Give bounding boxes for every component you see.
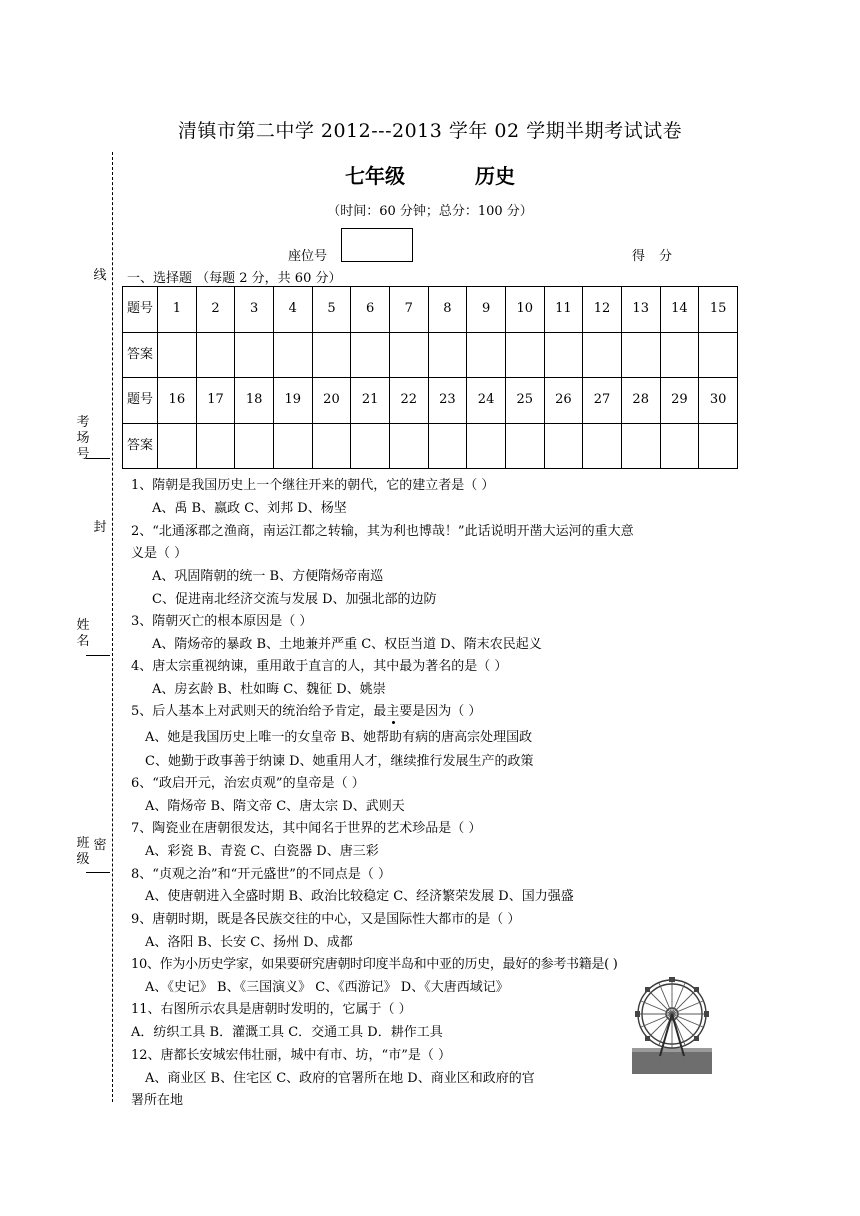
question-2-options-1: A、巩固隋朝的统一 B、方便隋炀帝南巡 <box>152 569 384 584</box>
answer-cell[interactable] <box>389 423 428 469</box>
name-label: 姓名 <box>76 618 90 649</box>
subject-label: 历史 <box>475 164 515 188</box>
question-number: 10 <box>505 287 544 333</box>
answer-cell[interactable] <box>505 332 544 378</box>
class-label: 班级 <box>76 836 90 867</box>
question-number: 22 <box>389 378 428 424</box>
answer-cell[interactable] <box>158 423 197 469</box>
answer-cell[interactable] <box>273 423 312 469</box>
margin-seal-char: 封 <box>93 520 107 535</box>
answer-cell[interactable] <box>235 332 274 378</box>
question-7: 7、陶瓷业在唐朝很发达，其中闻名于世界的艺术珍品是（ ） <box>131 821 482 836</box>
question-number: 5 <box>312 287 351 333</box>
question-10-options: A、《史记》 B、《三国演义》 C、《西游记》 D、《大唐西域记》 <box>145 980 509 995</box>
answer-cell[interactable] <box>428 332 467 378</box>
table-row <box>123 287 738 333</box>
answer-cell[interactable] <box>699 332 738 378</box>
answer-cell[interactable] <box>467 332 506 378</box>
margin-line-char: 线 <box>93 268 107 283</box>
question-2-cont: 义是（ ） <box>131 546 188 561</box>
question-11-options: A．纺织工具 B．灌溉工具 C．交通工具 D．耕作工具 <box>131 1025 443 1040</box>
answer-cell[interactable] <box>660 332 699 378</box>
question-number: 25 <box>505 378 544 424</box>
question-number: 26 <box>544 378 583 424</box>
question-number: 30 <box>699 378 738 424</box>
answer-header: 答案 <box>123 332 158 378</box>
question-number: 6 <box>351 287 390 333</box>
question-6-options: A、隋炀帝 B、隋文帝 C、唐太宗 D、武则天 <box>145 799 405 814</box>
question-1: 1、隋朝是我国历史上一个继往开来的朝代，它的建立者是（ ） <box>131 478 495 493</box>
question-number: 14 <box>660 287 699 333</box>
question-10: 10、作为小历史学家，如果要研究唐朝时印度半岛和中亚的历史，最好的参考书籍是( ) <box>131 957 618 972</box>
question-3-options: A、隋炀帝的暴政 B、土地兼并严重 C、权臣当道 D、隋末农民起义 <box>152 637 542 652</box>
question-number: 3 <box>235 287 274 333</box>
grade-subject <box>0 160 860 189</box>
answer-cell[interactable] <box>312 423 351 469</box>
question-number: 12 <box>583 287 622 333</box>
question-11: 11、右图所示农具是唐朝时发明的，它属于（ ） <box>131 1002 412 1017</box>
question-5-options-2: C、她勤于政事善于纳谏 D、她重用人才，继续推行发展生产的政策 <box>145 754 534 769</box>
question-1-options: A、禹 B、嬴政 C、刘邦 D、杨坚 <box>152 501 347 516</box>
question-number: 13 <box>621 287 660 333</box>
question-number: 8 <box>428 287 467 333</box>
seat-number-box[interactable] <box>341 228 413 262</box>
question-12-options: A、商业区 B、住宅区 C、政府的官署所在地 D、商业区和政府的官 <box>145 1071 535 1086</box>
question-number: 9 <box>467 287 506 333</box>
question-2: 2、“北通涿郡之渔商，南运江都之转输，其为利也博哉！”此话说明开凿大运河的重大意 <box>131 524 634 539</box>
answer-cell[interactable] <box>544 423 583 469</box>
num-header: 题号 <box>123 287 158 333</box>
binding-dashed-line <box>112 152 113 1102</box>
question-3: 3、隋朝灭亡的根本原因是（ ） <box>131 614 313 629</box>
answer-cell[interactable] <box>621 423 660 469</box>
question-number: 17 <box>196 378 235 424</box>
num-header: 题号 <box>123 378 158 424</box>
table-row <box>123 423 738 469</box>
answer-header: 答案 <box>123 423 158 469</box>
answer-cell[interactable] <box>235 423 274 469</box>
waterwheel-icon <box>632 976 712 1074</box>
question-12: 12、唐都长安城宏伟壮丽，城中有市、坊，“市”是（ ） <box>131 1048 451 1063</box>
question-number: 21 <box>351 378 390 424</box>
answer-cell[interactable] <box>312 332 351 378</box>
grade-label: 七年级 <box>345 164 405 188</box>
question-number: 19 <box>273 378 312 424</box>
question-number: 7 <box>389 287 428 333</box>
question-8: 8、“贞观之治”和“开元盛世”的不同点是（ ） <box>131 867 391 882</box>
question-6: 6、“政启开元，治宏贞观”的皇帝是（ ） <box>131 776 365 791</box>
answer-cell[interactable] <box>583 332 622 378</box>
question-4: 4、唐太宗重视纳谏，重用敢于直言的人，其中最为著名的是（ ） <box>131 659 508 674</box>
answer-cell[interactable] <box>389 332 428 378</box>
question-number: 27 <box>583 378 622 424</box>
question-5: 5、后人基本上对武则天的统治给予肯定，最主要是因为（ ） <box>131 704 482 719</box>
answer-cell[interactable] <box>196 423 235 469</box>
question-5-options-1: A、她是我国历史上唯一的女皇帝 B、她帮助有病的唐高宗处理国政 <box>145 730 533 745</box>
time-info: （时间：60 分钟；总分：100 分） <box>327 204 533 219</box>
answer-cell[interactable] <box>196 332 235 378</box>
question-number: 29 <box>660 378 699 424</box>
margin-secret-char: 密 <box>93 838 107 853</box>
table-row <box>123 332 738 378</box>
section-heading: 一、选择题 （每题 2 分，共 60 分） <box>127 271 342 286</box>
answer-cell[interactable] <box>158 332 197 378</box>
answer-cell[interactable] <box>273 332 312 378</box>
score-label: 得分 <box>632 249 687 264</box>
table-row <box>123 378 738 424</box>
name-line <box>86 655 110 656</box>
answer-cell[interactable] <box>583 423 622 469</box>
question-number: 28 <box>621 378 660 424</box>
answer-cell[interactable] <box>660 423 699 469</box>
question-number: 18 <box>235 378 274 424</box>
answer-cell[interactable] <box>544 332 583 378</box>
question-number: 16 <box>158 378 197 424</box>
question-number: 23 <box>428 378 467 424</box>
answer-table <box>122 286 738 469</box>
exam-room-line <box>86 458 110 459</box>
exam-room-label: 考场号 <box>76 415 90 462</box>
question-9-options: A、洛阳 B、长安 C、扬州 D、成都 <box>145 935 353 950</box>
question-number: 2 <box>196 287 235 333</box>
question-8-options: A、使唐朝进入全盛时期 B、政治比较稳定 C、经济繁荣发展 D、国力强盛 <box>145 889 574 904</box>
answer-cell[interactable] <box>505 423 544 469</box>
class-line <box>86 872 110 873</box>
answer-cell[interactable] <box>351 423 390 469</box>
question-number: 24 <box>467 378 506 424</box>
question-number: 15 <box>699 287 738 333</box>
answer-cell[interactable] <box>428 423 467 469</box>
question-number: 11 <box>544 287 583 333</box>
question-9: 9、唐朝时期，既是各民族交往的中心，又是国际性大都市的是（ ） <box>131 912 521 927</box>
question-number: 20 <box>312 378 351 424</box>
question-number: 1 <box>158 287 197 333</box>
answer-cell[interactable] <box>351 332 390 378</box>
emphasis-text: 最主要 <box>373 704 413 719</box>
question-2-options-2: C、促进南北经济交流与发展 D、加强北部的边防 <box>152 592 437 607</box>
question-number: 4 <box>273 287 312 333</box>
answer-cell[interactable] <box>699 423 738 469</box>
question-4-options: A、房玄龄 B、杜如晦 C、魏征 D、姚崇 <box>152 682 386 697</box>
exam-title: 清镇市第二中学 2012---2013 学年 02 学期半期考试试卷 <box>177 120 683 142</box>
question-12-options-cont: 署所在地 <box>131 1093 184 1108</box>
question-7-options: A、彩瓷 B、青瓷 C、白瓷器 D、唐三彩 <box>145 844 379 859</box>
answer-cell[interactable] <box>467 423 506 469</box>
answer-cell[interactable] <box>621 332 660 378</box>
seat-label: 座位号 <box>288 249 328 264</box>
